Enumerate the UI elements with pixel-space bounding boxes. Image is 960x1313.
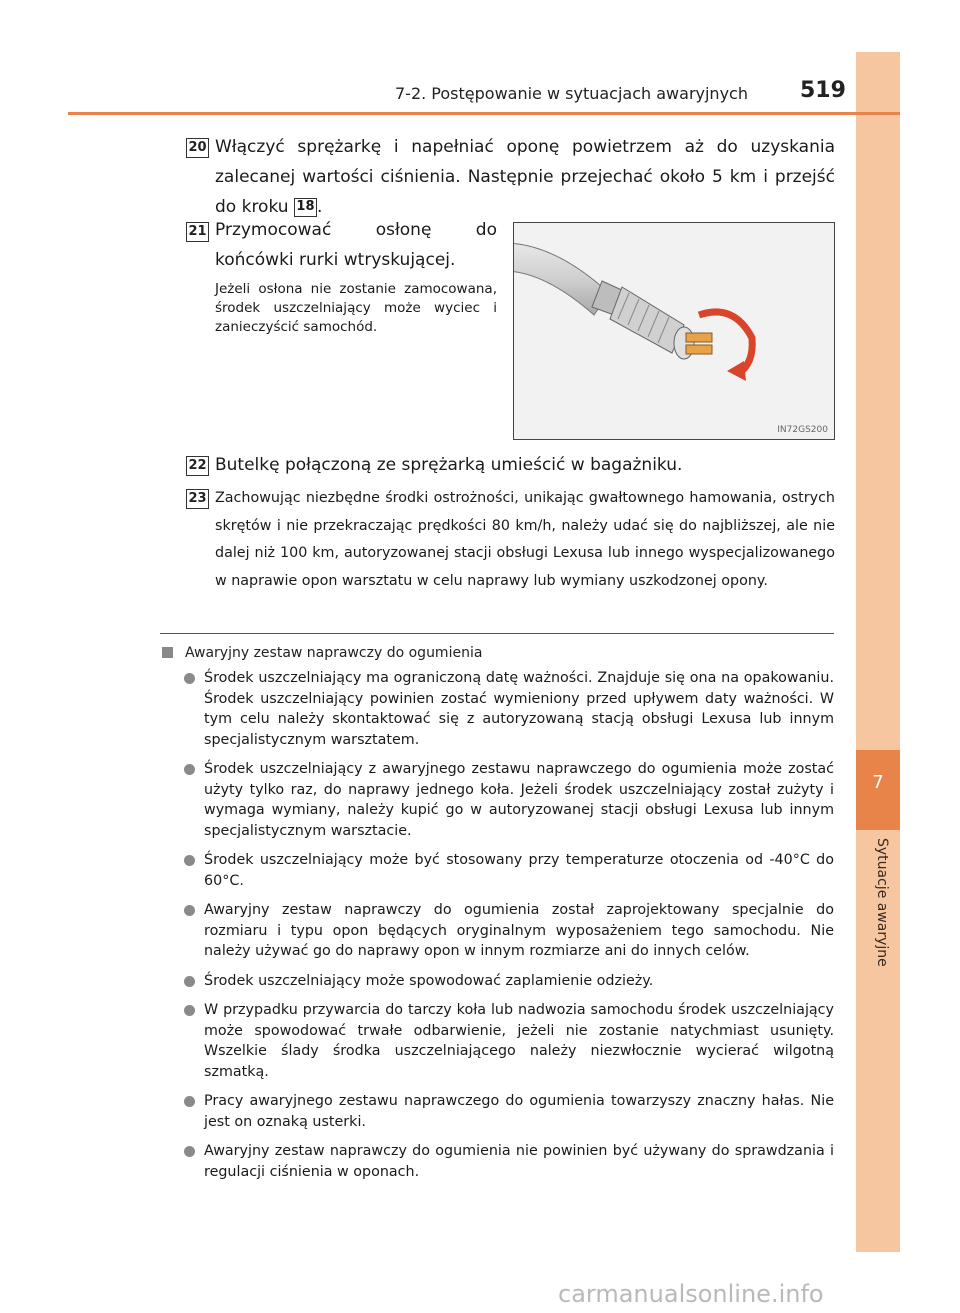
bullet-dot-icon xyxy=(184,1005,195,1016)
bullet-dot-icon xyxy=(184,764,195,775)
bullet-dot-icon xyxy=(184,1096,195,1107)
section-heading xyxy=(162,645,482,661)
injection-tube-cap-illustration xyxy=(513,222,835,440)
bullet-dot-icon xyxy=(184,1146,195,1157)
chapter-side-tab xyxy=(856,52,900,1252)
chapter-number: 7 xyxy=(872,772,884,793)
step-23-badge: 23 xyxy=(186,489,209,509)
bullet-dot-icon xyxy=(184,673,195,684)
bullet-dot-icon xyxy=(184,905,195,916)
figure-code: IN72GS200 xyxy=(777,425,828,435)
information-list xyxy=(184,668,834,1191)
page-number: 519 xyxy=(800,78,846,103)
list-item: Środek uszczelniający może spowodować zaplamienie odzieży. xyxy=(184,971,834,992)
chapter-label: Sytuacje awaryjne xyxy=(874,838,890,967)
tube-cap-drawing xyxy=(514,223,835,440)
header-rule xyxy=(68,112,900,115)
step-21-note: Jeżeli osłona nie zostanie zamocowana, środek uszczelniający może wyciec i zanieczyścić samochód. xyxy=(215,281,497,335)
step-20-text-before: Włączyć sprężarkę i napełniać oponę powietrzem aż do uzyskania zalecanej wartości ciśnienia. Następnie przejechać około 5 km i przejść do kroku xyxy=(215,137,835,217)
section-title: 7-2. Postępowanie w sytuacjach awaryjnych xyxy=(395,84,748,103)
step-21-badge: 21 xyxy=(186,222,209,242)
watermark: carmanualsonline.info xyxy=(558,1280,824,1308)
step-23-text: Zachowując niezbędne środki ostrożności, unikając gwałtownego hamowania, ostrych skrętów i nie przekraczając prędkości 80 km/h, należy udać się do najbliższej, ale nie dalej niż 100 km, autoryzowanej stacji obsługi Lexusa lub innego wyspecjalizowanego w naprawie opon warsztatu w celu naprawy lub wymiany uszkodzonej opony. xyxy=(215,490,835,589)
section-heading-text: Awaryjny zestaw naprawczy do ogumienia xyxy=(185,645,483,661)
step-20-badge: 20 xyxy=(186,138,209,158)
step-18-reference: 18 xyxy=(294,198,317,217)
bullet-dot-icon xyxy=(184,855,195,866)
step-20-text-after: . xyxy=(316,197,323,217)
step-22-text: Butelkę połączoną ze sprężarką umieścić w bagażniku. xyxy=(215,455,683,475)
section-divider xyxy=(160,633,834,634)
list-item: W przypadku przywarcia do tarczy koła lub nadwozia samochodu środek uszczelniający może spowodować trwałe odbarwienie, jeżeli nie zostanie natychmiast usunięty. Wszelkie ślady środka uszczelniającego należy niezwłocznie wycierać wilgotną szmatką. xyxy=(184,1000,834,1082)
step-20-text xyxy=(215,132,835,222)
step-21-text: Przymocować osłonę do końcówki rurki wtryskującej. xyxy=(215,220,497,270)
list-item: Awaryjny zestaw naprawczy do ogumienia nie powinien być używany do sprawdzania i regulacji ciśnienia w oponach. xyxy=(184,1141,834,1182)
square-bullet-icon xyxy=(162,647,173,658)
list-item: Pracy awaryjnego zestawu naprawczego do ogumienia towarzyszy znaczny hałas. Nie jest on oznaką usterki. xyxy=(184,1091,834,1132)
bullet-dot-icon xyxy=(184,976,195,987)
list-item: Środek uszczelniający z awaryjnego zestawu naprawczego do ogumienia może zostać użyty tylko raz, do naprawy jednego koła. Jeżeli środek uszczelniający został zużyty i wymaga wymiany, należy kupić go w autoryzowanej stacji obsługi Lexusa lub innym specjalistycznym warsztacie. xyxy=(184,759,834,841)
step-22-badge: 22 xyxy=(186,456,209,476)
list-item: Środek uszczelniający ma ograniczoną datę ważności. Znajduje się ona na opakowaniu. Środek uszczelniający powinien zostać wymieniony przed upływem daty ważności. W tym celu należy skontaktować się z autoryzowaną stacją obsługi Lexusa lub innym specjalistycznym warsztatem. xyxy=(184,668,834,750)
list-item: Awaryjny zestaw naprawczy do ogumienia został zaprojektowany specjalnie do rozmiaru i typu opon będących oryginalnym wyposażeniem tego samochodu. Nie należy używać go do naprawy opon w innym rozmiarze ani do innych celów. xyxy=(184,900,834,962)
list-item: Środek uszczelniający może być stosowany przy temperaturze otoczenia od -40°C do 60°C. xyxy=(184,850,834,891)
